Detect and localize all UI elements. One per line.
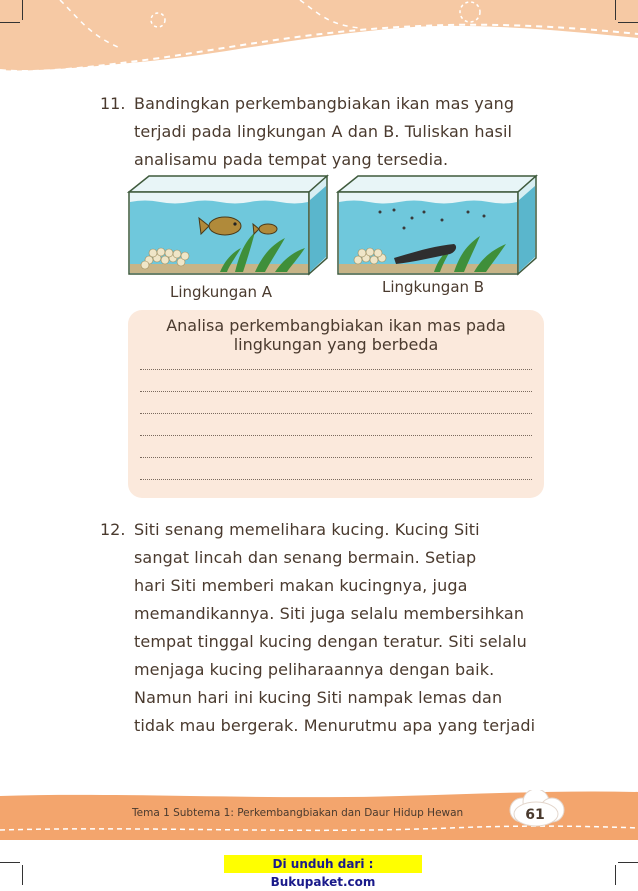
answer-line-5[interactable] xyxy=(140,457,532,458)
question-11-line-3: analisamu pada tempat yang tersedia. xyxy=(134,150,449,169)
question-11-number: 11. xyxy=(100,94,126,113)
tank-a-label: Lingkungan A xyxy=(170,283,273,301)
question-12-line-4: memandikannya. Siti juga selalu membersihkan xyxy=(134,604,525,623)
analysis-title-line-2: lingkungan yang berbeda xyxy=(233,335,439,354)
answer-line-3[interactable] xyxy=(140,413,532,414)
question-11-line-1: Bandingkan perkembangbiakan ikan mas yang xyxy=(134,94,515,113)
question-11-line-2: terjadi pada lingkungan A dan B. Tuliskan hasil xyxy=(134,122,513,141)
crop-mark-bottom-left-v xyxy=(22,865,23,885)
crop-mark-bottom-right-h xyxy=(618,862,638,863)
tank-b-label: Lingkungan B xyxy=(382,278,485,296)
crop-mark-top-left-h xyxy=(0,22,20,23)
crop-mark-top-right-v xyxy=(615,0,616,20)
answer-line-6[interactable] xyxy=(140,479,532,480)
page-number: 61 xyxy=(525,807,545,823)
crop-mark-bottom-left-h xyxy=(0,862,20,863)
question-12-line-3: hari Siti memberi makan kucingnya, juga xyxy=(134,576,468,595)
header-decoration xyxy=(0,0,638,95)
answer-line-4[interactable] xyxy=(140,435,532,436)
question-12-line-2: sangat lincah dan senang bermain. Setiap xyxy=(134,548,477,567)
question-12-line-7: Namun hari ini kucing Siti nampak lemas dan xyxy=(134,688,503,707)
question-12-number: 12. xyxy=(100,520,126,539)
answer-line-2[interactable] xyxy=(140,391,532,392)
aquarium-b-illustration xyxy=(334,172,540,276)
download-source-banner[interactable]: Di unduh dari : Bukupaket.com xyxy=(224,855,422,873)
crop-mark-top-left-v xyxy=(22,0,23,20)
answer-line-1[interactable] xyxy=(140,369,532,370)
aquarium-a-illustration xyxy=(125,172,331,276)
crop-mark-top-right-h xyxy=(618,22,638,23)
question-12-line-8: tidak mau bergerak. Menurutmu apa yang terjadi xyxy=(134,716,536,735)
question-12-line-5: tempat tinggal kucing dengan teratur. Siti selalu xyxy=(134,632,527,651)
question-12-line-1: Siti senang memelihara kucing. Kucing Siti xyxy=(134,520,480,539)
analysis-title-line-1: Analisa perkembangbiakan ikan mas pada xyxy=(166,316,506,335)
crop-mark-bottom-right-v xyxy=(615,865,616,885)
footer-title: Tema 1 Subtema 1: Perkembangbiakan dan Daur Hidup Hewan xyxy=(132,807,464,819)
question-12-line-6: menjaga kucing peliharaannya dengan baik. xyxy=(134,660,495,679)
